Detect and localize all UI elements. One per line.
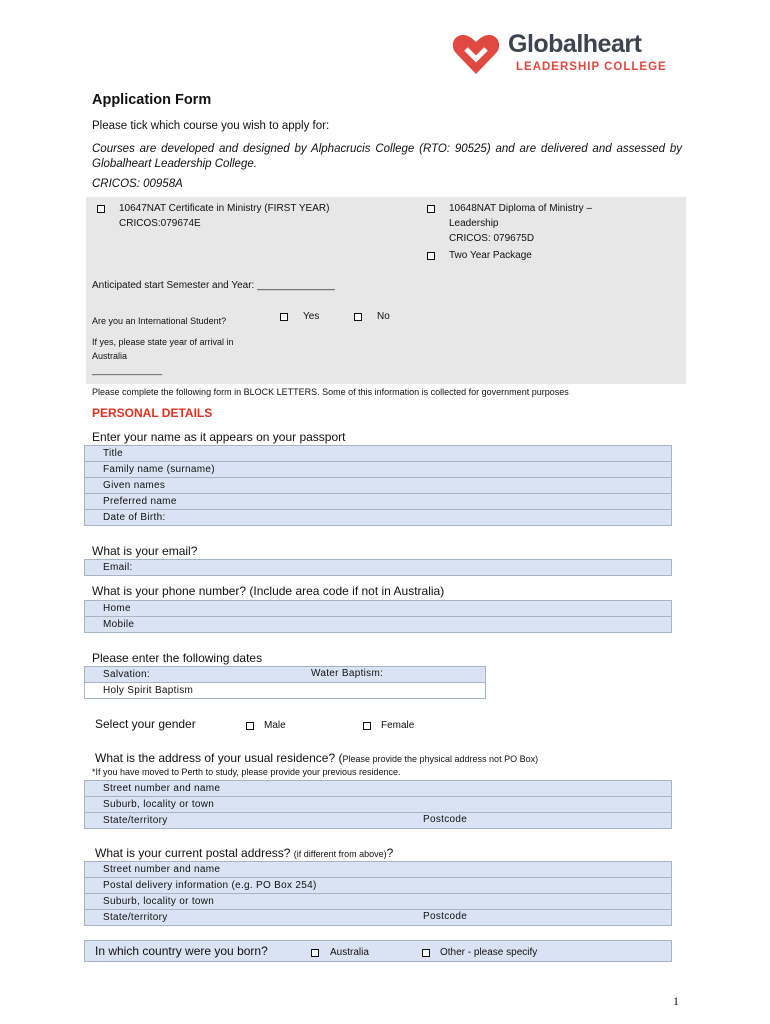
family-name-field[interactable]: Family name (surname) [85, 462, 672, 478]
name-table [84, 445, 672, 526]
dates-table [84, 666, 486, 699]
residence-suburb-field[interactable]: Suburb, locality or town [85, 797, 672, 813]
australia-label: Australia [330, 947, 369, 958]
table-row [85, 446, 672, 462]
other-country-label: Other - please specify [440, 947, 538, 958]
home-phone-field[interactable]: Home [85, 601, 672, 617]
female-checkbox[interactable] [363, 722, 371, 730]
postal-state-field[interactable] [85, 910, 672, 926]
birth-country-question: In which country were you born? [95, 944, 268, 958]
dates-question: Please enter the following dates [92, 651, 263, 665]
course1-title: 10647NAT Certificate in Ministry (FIRST YEAR) [119, 203, 330, 214]
arrival-label-2: Australia [92, 351, 128, 361]
logo-subtitle: LEADERSHIP COLLEGE [516, 61, 667, 73]
name-question: Enter your name as it appears on your passport [92, 430, 346, 444]
table-row [85, 478, 672, 494]
phone-table [84, 600, 672, 633]
course2-checkbox[interactable] [427, 205, 435, 213]
other-country-checkbox[interactable] [422, 949, 430, 957]
table-row [85, 781, 672, 797]
start-semester-field[interactable]: Anticipated start Semester and Year: ______________ [92, 280, 335, 291]
residence-street-field[interactable]: Street number and name [85, 781, 672, 797]
postal-street-field[interactable]: Street number and name [85, 862, 672, 878]
personal-details-heading: PERSONAL DETAILS [92, 406, 213, 420]
arrival-label-1: If yes, please state year of arrival in [92, 337, 234, 347]
intl-no-label: No [377, 311, 390, 322]
courses-note: Courses are developed and designed by Alphacrucis College (RTO: 90525) and are delivered and assessed by Globalheart Leadership College. [92, 143, 682, 170]
male-label: Male [264, 720, 286, 731]
cricos-code: CRICOS: 00958A [92, 178, 183, 190]
postal-postcode-label: Postcode [423, 911, 468, 922]
table-row [85, 617, 672, 633]
table-row [85, 560, 672, 576]
table-row [85, 894, 672, 910]
salvation-field[interactable] [85, 667, 486, 683]
postal-suburb-field[interactable]: Suburb, locality or town [85, 894, 672, 910]
course1-cricos: CRICOS:079674E [119, 218, 201, 229]
postal-question-note: (if different from above) [293, 849, 387, 859]
residence-question-text: What is the address of your usual residence? ( [95, 751, 343, 765]
course3-label: Two Year Package [449, 250, 532, 261]
table-row [85, 667, 486, 683]
salvation-label: Salvation: [103, 669, 150, 680]
table-row [85, 813, 672, 829]
table-row [85, 878, 672, 894]
postal-state-label: State/territory [103, 912, 168, 923]
postal-delivery-field[interactable]: Postal delivery information (e.g. PO Box 254) [85, 878, 672, 894]
table-row [85, 910, 672, 926]
international-question: Are you an International Student? [92, 316, 227, 326]
form-title: Application Form [92, 92, 212, 108]
residence-moved-note: *If you have moved to Perth to study, please provide your previous residence. [92, 767, 401, 777]
logo-name: Globalheart [508, 30, 642, 58]
given-names-field[interactable]: Given names [85, 478, 672, 494]
male-checkbox[interactable] [246, 722, 254, 730]
email-question: What is your email? [92, 544, 198, 558]
table-row [85, 462, 672, 478]
residence-state-label: State/territory [103, 815, 168, 826]
arrival-blank: ______________ [92, 365, 163, 375]
table-row [85, 494, 672, 510]
table-row [85, 601, 672, 617]
course2-label [449, 201, 592, 246]
email-field[interactable]: Email: [85, 560, 672, 576]
postal-question-text: What is your current postal address? [95, 846, 291, 860]
intl-yes-label: Yes [303, 311, 320, 322]
residence-state-field[interactable] [85, 813, 672, 829]
residence-question [95, 751, 538, 765]
water-baptism-label: Water Baptism: [311, 668, 384, 679]
date-of-birth-field[interactable]: Date of Birth: [85, 510, 672, 526]
course1-label [119, 201, 329, 231]
preferred-name-field[interactable]: Preferred name [85, 494, 672, 510]
postal-question [95, 846, 393, 860]
residence-question-note: Please provide the physical address not PO Box) [342, 754, 539, 764]
female-label: Female [381, 720, 415, 731]
table-row [85, 510, 672, 526]
college-logo [452, 30, 692, 78]
email-table [84, 559, 672, 576]
gender-question: Select your gender [95, 717, 196, 731]
title-field[interactable]: Title [85, 446, 672, 462]
arrival-year-field[interactable] [92, 335, 234, 377]
postal-question-end: ? [386, 846, 394, 860]
block-letters-note: Please complete the following form in BLOCK LETTERS. Some of this information is collected for government purposes [92, 387, 569, 397]
postal-table [84, 861, 672, 926]
course3-checkbox[interactable] [427, 252, 435, 260]
course2-cricos: CRICOS: 079675D [449, 233, 535, 244]
course2-title-cont: Leadership [449, 218, 499, 229]
holy-spirit-field[interactable]: Holy Spirit Baptism [85, 683, 486, 699]
residence-table [84, 780, 672, 829]
heart-logo-icon [452, 32, 500, 76]
australia-checkbox[interactable] [311, 949, 319, 957]
residence-postcode-label: Postcode [423, 814, 468, 825]
course2-title: 10648NAT Diploma of Ministry – [449, 203, 593, 214]
course1-checkbox[interactable] [97, 205, 105, 213]
table-row [85, 797, 672, 813]
course-intro: Please tick which course you wish to apply for: [92, 120, 330, 132]
table-row [85, 683, 486, 699]
page-number: 1 [673, 994, 679, 1008]
intl-yes-checkbox[interactable] [280, 313, 288, 321]
mobile-phone-field[interactable]: Mobile [85, 617, 672, 633]
phone-question: What is your phone number? (Include area code if not in Australia) [92, 584, 445, 598]
table-row [85, 862, 672, 878]
intl-no-checkbox[interactable] [354, 313, 362, 321]
